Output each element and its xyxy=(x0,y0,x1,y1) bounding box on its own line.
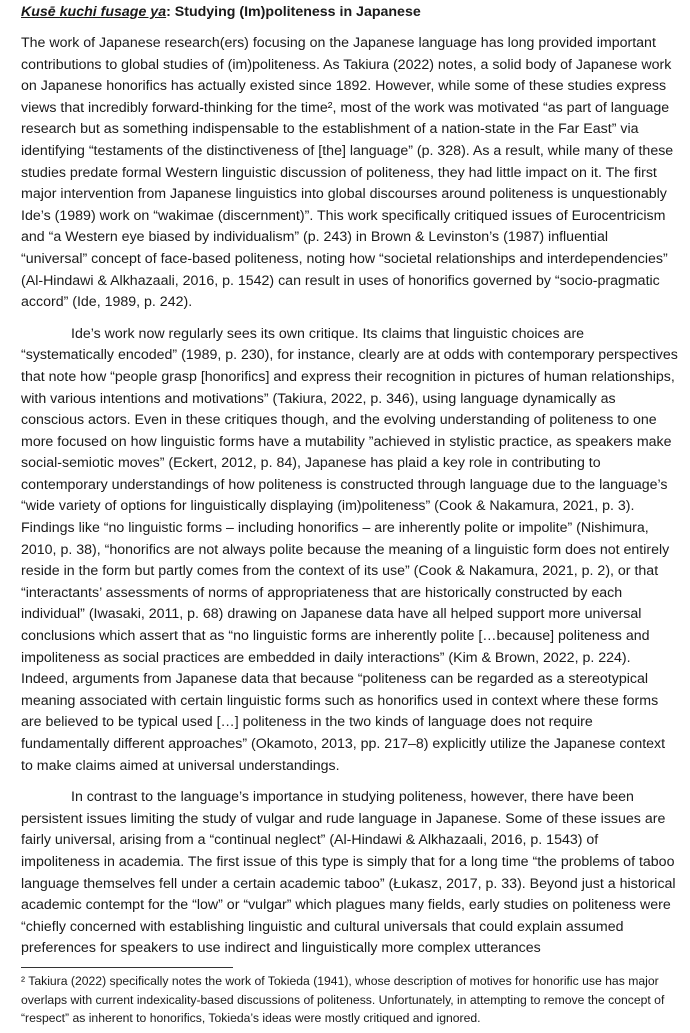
heading-colon: : xyxy=(166,4,175,20)
paragraph-1: The work of Japanese research(ers) focusing on the Japanese language has long provided important contributions to global studies of (im)politeness. As Takiura (2022) notes, a solid body of Japanese work on Japanese honorifics has actually existed since 1892. However, while some of these studies express views that incredibly forward-thinking for the time², most of the work was motivated “as part of language research but as something indispensable to the establishment of a nation-state in the Far East” via identifying “testaments of the distinctiveness of [the] language” (p. 328). As a result, while many of these studies predate formal Western linguistic discussion of politeness, they had little impact on it. The first major intervention from Japanese linguistics into global discourses around politeness is unquestionably Ide’s (1989) work on “wakimae (discernment)”. This work specifically critiqued issues of Eurocentricism and “a Western eye biased by individualism” (p. 243) in Brown & Levinston’s (1987) influential “universal” concept of face-based politeness, noting how “societal relationships and interdependencies” (Al-Hindawi & Alkhazaali, 2016, p. 1542) can result in uses of honorifics governed by “socio-pragmatic accord” (Ide, 1989, p. 242). xyxy=(21,35,674,311)
paragraph-3: In contrast to the language’s importance in studying politeness, however, there have been persistent issues limiting the study of vulgar and rude language in Japanese. Some of these issues are fairly universal, arising from a “continual neglect” (Al-Hindawi & Alkhazaali, 2016, p. 1543) of impoliteness in academia. The first issue of this type is simply that for a long time “the problems of taboo language themselves fell under a certain academic taboo” (Łukasz, 2017, p. 33). Beyond just a historical academic contempt for the “low” or “vulgar” which plagues many fields, early studies on politeness were “chiefly concerned with establishing linguistic and cultural universals that could explain assumed preferences for speakers to use indirect and linguistically more complex utterances xyxy=(21,789,676,957)
document-heading xyxy=(21,2,678,22)
footnote-2: ² Takiura (2022) specifically notes the work of Tokieda (1941), whose description of motives for honorific use has major overlaps with current indexicality-based discussions of politeness. Unfortunately, in attempting to remove the concept of “respect” as inherent to honorifics, Tokieda’s ideas were mostly critiqued and ignored. xyxy=(21,974,665,1025)
heading-italic-title: Kusē kuchi fusage ya xyxy=(21,4,167,20)
footnote-separator xyxy=(21,967,233,968)
paragraph-2: Ide’s work now regularly sees its own critique. Its claims that linguistic choices are “systematically encoded” (1989, p. 230), for instance, clearly are at odds with contemporary perspectives that note how “people grasp [honorifics] and express their recognition in pictures of human relationships, with various intentions and motivations” (Takiura, 2022, p. 346), using language dynamically as conscious actors. Even in these critiques though, and the evolving understanding of politeness to one more focused on how linguistic forms have a mutability ”achieved in stylistic practice, as speakers make social-semiotic moves” (Eckert, 2012, p. 84), Japanese has plaid a key role in contributing to contemporary understandings of how politeness is constructed through language due to the language’s “wide variety of options for linguistically displaying (im)politeness” (Cook & Nakamura, 2021, p. 3). Findings like “no linguistic forms – including honorifics – are inherently polite or impolite” (Nishimura, 2010, p. 38), “honorifics are not always polite because the meaning of a linguistic form does not entirely reside in the form but partly comes from the context of its use” (Cook & Nakamura, 2021, p. 2), or that “interactants’ assessments of norms of appropriateness that are historically constructed by each individual” (Iwasaki, 2011, p. 68) drawing on Japanese data have all helped support more universal conclusions which assert that as “no linguistic forms are inherently polite […because] politeness and impoliteness as social practices are embedded in daily interactions” (Kim & Brown, 2022, p. 224). Indeed, arguments from Japanese data that because “politeness can be regarded as a stereotypical meaning associated with certain linguistic forms such as honorifics used in context where these forms are believed to be typical used […] politeness in the two kinds of language does not require fundamentally different approaches” (Okamoto, 2013, pp. 217–8) explicitly utilize the Japanese context to make claims aimed at universal understandings. xyxy=(21,325,678,774)
heading-main-title: Studying (Im)politeness in Japanese xyxy=(174,4,421,20)
